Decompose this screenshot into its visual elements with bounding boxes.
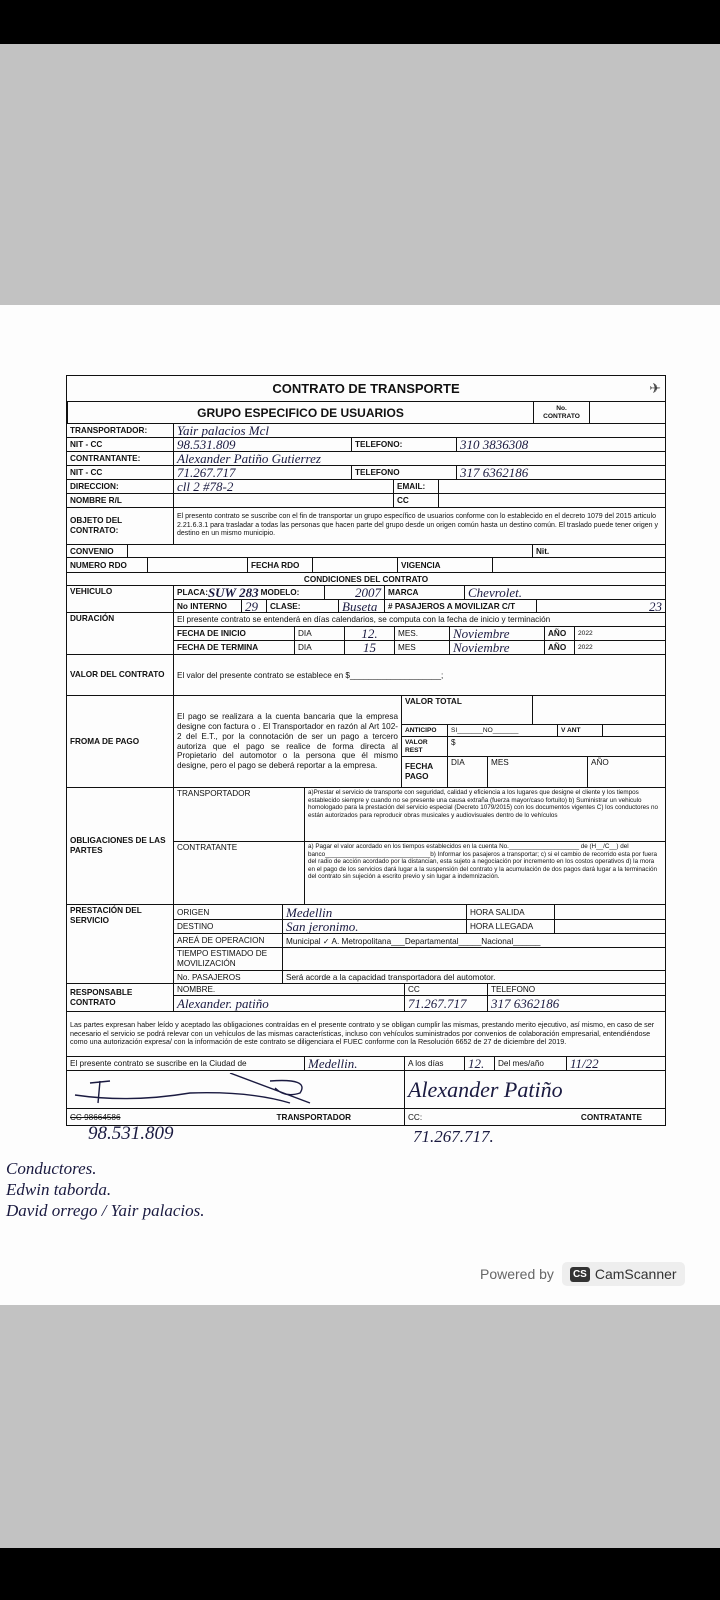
origen-value: Medellin — [282, 905, 466, 919]
label: ORIGEN — [177, 907, 210, 917]
direccion-value: cll 2 #78-2 — [173, 480, 393, 493]
termina-anio: 2022 — [574, 641, 665, 654]
transportador-value: Yair palacios Mcl — [173, 424, 665, 437]
label: No. PASAJEROS — [177, 972, 241, 982]
nit-transportador: 98.531.809 — [173, 438, 351, 451]
objeto-text: El presento contrato se suscribe con el fin de transportar un grupo específico de usuarios conforme con lo establecido en el decreto 1079 del 2015 articulo 2.21.6.3.1 para trasladar a todas las personas que hacen parte del grupo desde un origen común hasta un destino común. El traslado puede tener origen y destino en un mismo municipio. — [173, 508, 665, 544]
label: CONTRATANTE — [177, 843, 238, 852]
obligaciones-contratante: a) Pagar el valor acordado en los tiempos establecidos en la cuenta No.____________________ de (H__/C__) del banco______________________________b) Informar los pasajeros a transportar; c) si el cambio de recorrido esta por fuera del radio de acción acordado por la distancian, esta sujeto a negociación por incremento en los costos operativos d) la mora en el pago de los servicios dará lugar a la suspensión del contrato y la acumulación de dos pagos dará lugar a la terminación del contrato sin sujeción a escrito previo y sin lugar a indemnización. — [304, 842, 665, 904]
pago-text: El pago se realizara a la cuenta bancaria que la empresa designe con factura o . El Transportador en razón al Art 102-2 del E.T., por la connotación de ser un pago a tercero autoriza que el pago se realice de forma directa al Propietario del automotor o la persona que él mismo designe, pero el pago se deberá reportar a la empresa. — [173, 696, 401, 787]
contratante-signature: Alexander Patiño — [404, 1071, 665, 1108]
responsable-tel: 317 6362186 — [487, 996, 665, 1011]
mesanio-value: 11/22 — [566, 1057, 665, 1070]
powered-by-label: Powered by — [480, 1266, 554, 1282]
label: VALOR DEL CONTRATO — [70, 670, 165, 680]
label: CC — [393, 494, 438, 507]
handwritten-notes — [6, 1158, 205, 1221]
interno-value: 29 — [241, 600, 266, 613]
label: CONTRATANTE — [580, 1112, 642, 1122]
valor-text: El valor del presente contrato se establece en $____________________; — [173, 655, 665, 695]
label: EMAIL: — [393, 480, 438, 493]
form-cell — [174, 586, 324, 599]
label: FROMA DE PAGO — [70, 737, 140, 746]
label: PLACA: — [177, 588, 208, 597]
label: RESPONSABLE CONTRATO — [70, 987, 133, 1007]
form-cell — [282, 948, 665, 970]
npas-value: Será acorde a la capacidad transportadora del automotor. — [282, 971, 665, 983]
label: AÑO — [544, 641, 574, 654]
label: MES — [394, 641, 449, 654]
placa-value: SUW 283 — [207, 586, 259, 599]
label: El presente contrato se suscribe en la Ciudad de — [70, 1059, 247, 1068]
label: Del mes/año — [494, 1057, 566, 1070]
label: DIA — [447, 757, 487, 787]
label: HORA LLEGADA — [466, 920, 554, 933]
label: CC: — [408, 1112, 423, 1122]
label: VEHICULO — [70, 587, 113, 596]
label: V ANT — [557, 725, 602, 736]
label: DIRECCION: — [70, 482, 119, 491]
label: OBLIGACIONES DE LAS PARTES — [70, 836, 166, 855]
label: MARCA — [384, 586, 464, 599]
label: TRANSPORTADOR: — [70, 426, 148, 435]
label: NOMBRE. — [177, 985, 216, 994]
contract-form — [66, 375, 666, 1126]
transportador-signature — [67, 1071, 404, 1108]
label: CC — [404, 984, 487, 995]
label: TELEFONO — [351, 466, 456, 479]
area-value: Municipal ✓ A. Metropolitana___Departamental_____Nacional______ — [282, 934, 665, 947]
status-bar — [0, 0, 720, 44]
camscanner-watermark[interactable] — [480, 1262, 685, 1286]
label: Nit. — [532, 545, 665, 557]
ciudad-value: Medellin. — [304, 1057, 404, 1070]
cc-contratante-handwritten: 71.267.717. — [413, 1127, 494, 1146]
label: CONVENIO — [70, 546, 114, 556]
pasajeros-value: 23 — [536, 600, 665, 613]
valor-rest-field: $ — [447, 737, 665, 756]
label: FECHA DE TERMINA — [177, 643, 259, 652]
form-cell — [554, 905, 665, 919]
label: ANTICIPO — [405, 727, 437, 734]
label: PRESTACIÓN DEL SERVICIO — [70, 906, 142, 925]
tel-contratante: 317 6362186 — [456, 466, 665, 479]
obligaciones-transportador: a)Prestar el servicio de transporte con seguridad, calidad y eficiencia a los lugares que designe el cliente y los tiempos establecido siempre y cuando no se presente una causa extraña (fuerza mayor/caso fortuito) b) Suministrar un vehiculo homologado para la prestación del servicio especial (Decreto 1079/2015) con los documentos vigentes C) los conductores no están autorizados para reproducir obras musicales y audiovisuales dentro de lo vehículos — [304, 788, 665, 841]
contract-number-field — [589, 402, 665, 423]
form-subtitle: GRUPO ESPECIFICO DE USUARIOS — [67, 402, 533, 423]
camscanner-logo-icon: CS — [570, 1267, 590, 1282]
label: CLASE: — [266, 600, 338, 613]
contratante-value: Alexander Patiño Gutierrez — [173, 452, 665, 465]
label: VALOR REST — [405, 738, 428, 754]
label: NUMERO RDO — [70, 560, 127, 570]
label: DIA — [294, 641, 344, 654]
destino-value: San jeronimo. — [282, 920, 466, 933]
label: FECHA DE INICIO — [177, 629, 246, 638]
navigation-bar — [0, 1548, 720, 1600]
label: OBJETO DEL CONTRATO: — [70, 516, 123, 535]
label: VALOR TOTAL — [405, 697, 462, 706]
signature-icon — [70, 1073, 370, 1107]
nombre-rl-field — [173, 494, 393, 507]
label: MODELO: — [260, 588, 300, 597]
form-cell — [404, 1109, 665, 1125]
dias-value: 12. — [464, 1057, 494, 1070]
label: DURACIÓN — [70, 614, 115, 623]
legal-text: Las partes expresan haber leído y aceptado las obligaciones contraídas en el presente contrato y se obligan cumplir las mismas, prestando merito ejecutivo, así mismo, en caso de ser necesario el servicio se podrá relevar con un vehículos de las mismas características, incluso con vehículos suministrados por convenios de colaboración empresarial, entendiéndose como una autorización expresa/ con la información de este contrato se diligenciara el FUEC conforme con la Resolución 6652 de 27 de diciembre del 2019. — [70, 1020, 655, 1047]
label: HORA SALIDA — [466, 905, 554, 919]
form-cell — [492, 558, 665, 572]
label: # PASAJEROS A MOVILIZAR C/T — [384, 600, 536, 613]
termina-dia: 15 — [344, 641, 394, 654]
form-cell — [602, 725, 665, 736]
label: TELEFONO: — [351, 438, 456, 451]
label: MES. — [394, 627, 449, 640]
email-field — [438, 480, 665, 493]
label: NOMBRE R/L — [70, 496, 122, 505]
note-line: David orrego / Yair palacios. — [6, 1201, 205, 1220]
label: TELEFONO — [487, 984, 665, 995]
label: NIT - CC — [70, 468, 103, 477]
label: FECHA PAGO — [405, 762, 433, 781]
modelo-value: 2007 — [324, 586, 384, 599]
label: TIEMPO ESTIMADO DE MOVILIZACIÓN — [177, 949, 268, 968]
responsable-nombre: Alexander. patiño — [177, 996, 269, 1011]
label: No INTERNO — [177, 602, 228, 611]
marca-value: Chevrolet. — [464, 586, 665, 599]
label: TRANSPORTADOR — [276, 1112, 351, 1122]
cc-field — [438, 494, 665, 507]
label: AÑO — [544, 627, 574, 640]
label: DESTINO — [177, 922, 214, 931]
label: TRANSPORTADOR — [177, 789, 251, 798]
logo-icon: ✈ — [649, 380, 661, 396]
form-cell — [147, 558, 247, 572]
section-heading: CONDICIONES DEL CONTRATO — [303, 574, 429, 584]
label: VIGENCIA — [397, 558, 492, 572]
label: FECHA RDO — [247, 558, 312, 572]
contract-number-label: No. CONTRATO — [533, 402, 589, 423]
form-cell — [554, 920, 665, 933]
tel-transportador: 310 3836308 — [456, 438, 665, 451]
cc-transportador: CC 98664586 — [70, 1112, 121, 1122]
label: DIA — [294, 627, 344, 640]
brand-label: CamScanner — [594, 1266, 677, 1282]
responsable-cc: 71.267.717 — [404, 996, 487, 1011]
inicio-mes: Noviembre — [449, 627, 544, 640]
label: NIT - CC — [70, 440, 103, 449]
inicio-dia: 12. — [344, 627, 394, 640]
form-cell — [312, 558, 397, 572]
note-line: Edwin taborda. — [6, 1180, 112, 1199]
label: CONTRANTANTE: — [70, 454, 141, 463]
inicio-anio: 2022 — [574, 627, 665, 640]
convenio-field — [127, 545, 532, 557]
cc-transportador-handwritten: 98.531.809 — [88, 1123, 174, 1144]
form-title: CONTRATO DE TRANSPORTE — [272, 381, 460, 396]
form-cell — [532, 696, 665, 724]
label: A los días — [404, 1057, 464, 1070]
termina-mes: Noviembre — [449, 641, 544, 654]
duracion-text: El presente contrato se entenderá en días calendarios, se computa con la fecha de inicio y terminación — [177, 615, 551, 624]
note-line: Conductores. — [6, 1159, 97, 1178]
clase-value: Buseta — [338, 600, 384, 613]
label: MES — [487, 757, 587, 787]
nit-contratante: 71.267.717 — [173, 466, 351, 479]
anticipo-field: SI_______NO_______ — [447, 725, 557, 736]
label: AÑO — [587, 757, 665, 787]
label: AREÁ DE OPERACION — [177, 936, 265, 945]
